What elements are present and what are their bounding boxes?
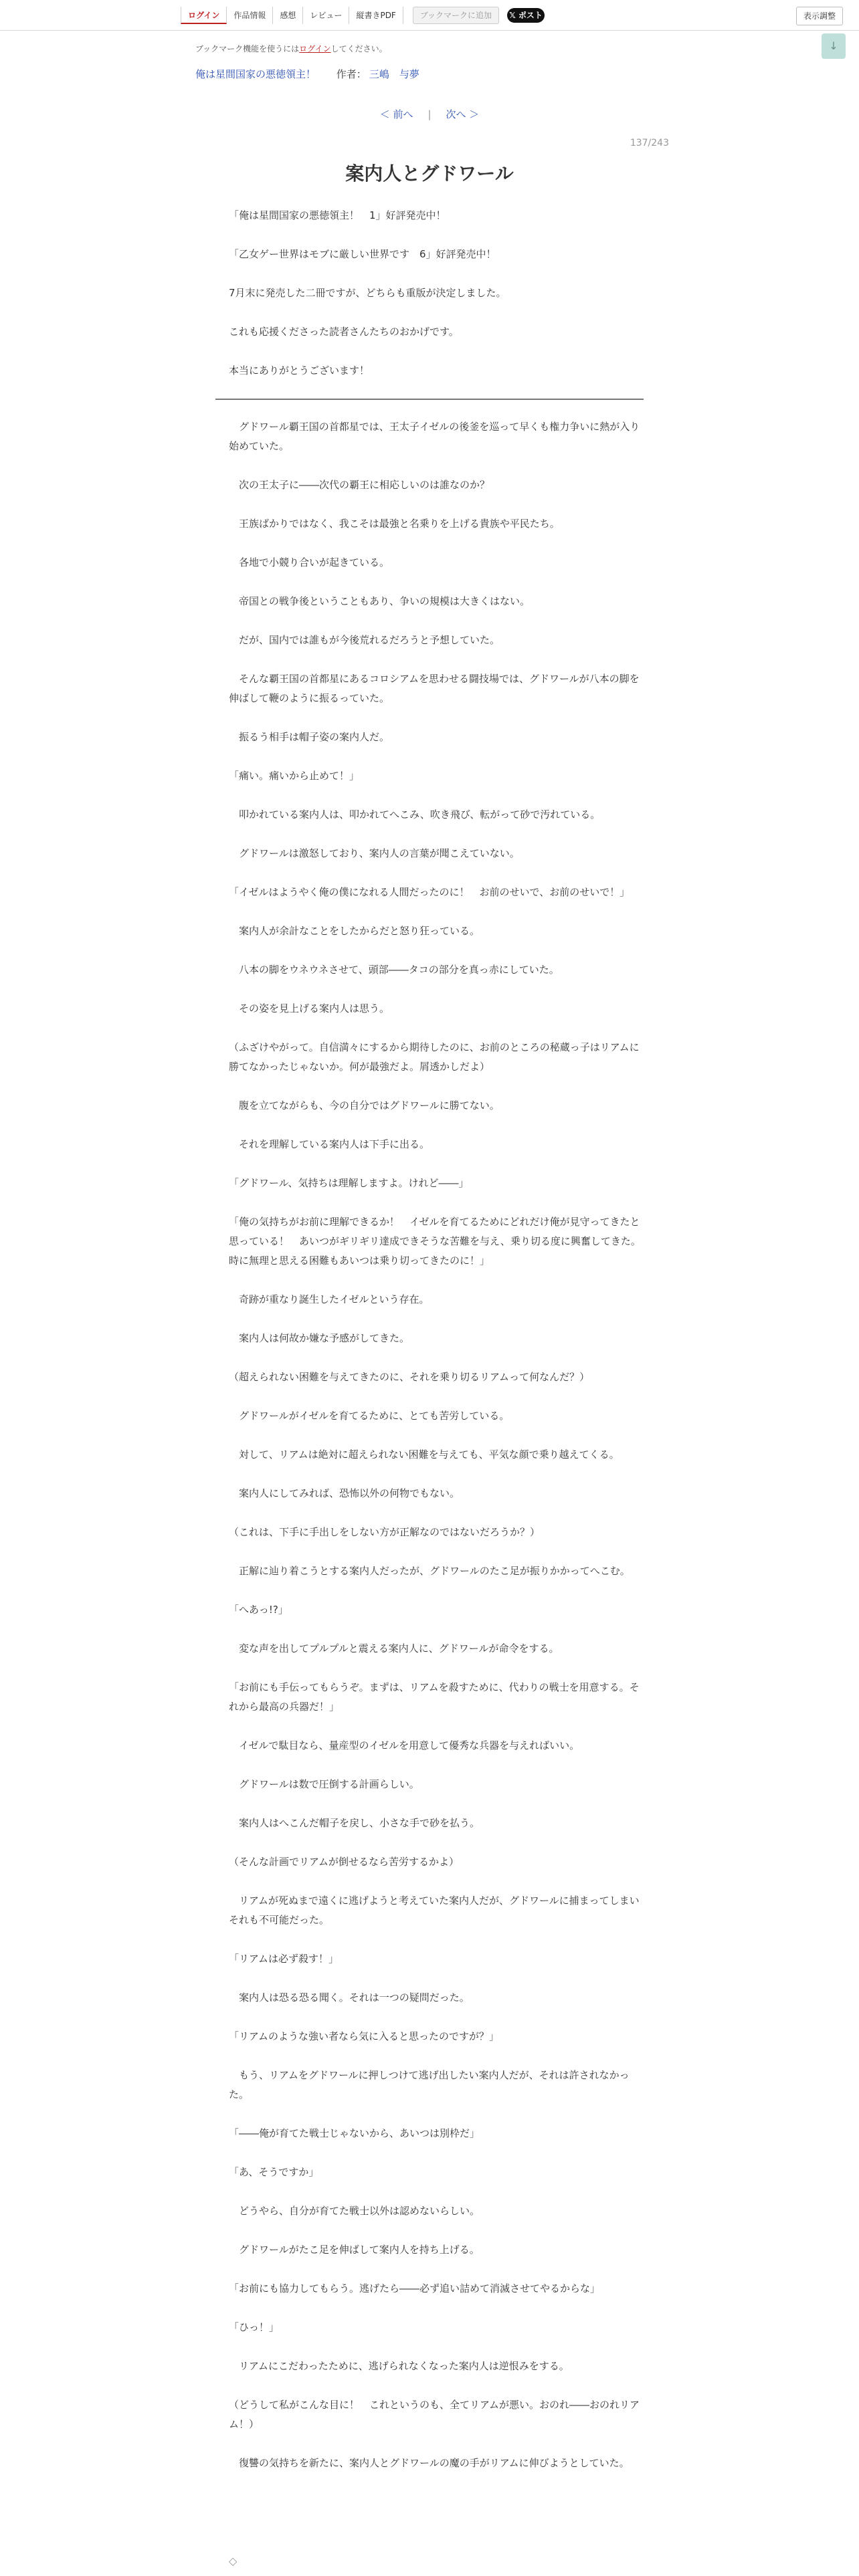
preface-paragraph: 7月末に発売した二冊ですが、どちらも重版が決定しました。 — [229, 287, 506, 299]
end-mark: ◇ — [229, 2555, 237, 2567]
body-paragraph: 「イゼルはようやく俺の僕になれる人間だったのに！ お前のせいで、お前のせいで！」 — [229, 886, 630, 898]
body-paragraph: 「お前にも手伝ってもらうぞ。まずは、リアムを殺すために、代わりの戦士を用意する。それから最高の兵器だ！」 — [229, 1681, 640, 1713]
body-paragraph: そんな覇王国の首都星にあるコロシアムを思わせる闘技場では、グドワールが八本の脚を伸ばして鞭のように振るっていた。 — [229, 673, 640, 704]
preface-divider — [215, 399, 644, 400]
nav-vertical-pdf[interactable]: 縦書きPDF — [349, 7, 403, 24]
author-link[interactable]: 三嶋 与夢 — [369, 68, 419, 80]
body-paragraph: 案内人が余計なことをしたからだと怒り狂っている。 — [229, 925, 480, 937]
preface-paragraph: 本当にありがとうございます！ — [229, 364, 370, 377]
body-paragraph: グドワールは激怒しており、案内人の言葉が聞こえていない。 — [229, 847, 520, 859]
body-paragraph: グドワール覇王国の首都星では、王太子イゼルの後釜を巡って早くも権力争いに熱が入り始めていた。 — [229, 421, 640, 452]
body-paragraph: （超えられない困難を与えてきたのに、それを乗り切るリアムって何なんだ？） — [229, 1371, 590, 1383]
body-paragraph: だが、国内では誰もが今後荒れるだろうと予想していた。 — [229, 634, 500, 646]
body-paragraph: 八本の脚をウネウネさせて、頭部――タコの部分を真っ赤にしていた。 — [229, 964, 559, 976]
body-paragraph: 案内人にしてみれば、恐怖以外の何物でもない。 — [229, 1487, 460, 1499]
body-paragraph: 「俺の気持ちがお前に理解できるか！ イゼルを育てるためにどれだけ俺が見守ってきたと思っている！ あいつがギリギリ達成できそうな苦難を与え、乗り切る度に興奮してきた。時に無理と思える困難もあいつは乗り切ってきたのに！」 — [229, 1216, 641, 1267]
chapter-counter: 137/243 — [630, 138, 669, 148]
author-label: 作者： — [336, 68, 367, 80]
body-paragraph: 「グドワール、気持ちは理解しますよ。けれど――」 — [229, 1177, 469, 1189]
preface — [229, 206, 644, 400]
chapter-title: 案内人とグドワール — [345, 163, 514, 185]
work-title-link[interactable]: 俺は星間国家の悪徳領主！ — [195, 68, 316, 80]
preface-paragraph: 「俺は星間国家の悪徳領主！ 1」好評発売中！ — [229, 209, 446, 221]
preface-paragraph: これも応援くださった読者さんたちのおかげです。 — [229, 326, 459, 338]
body-paragraph: 叩かれている案内人は、叩かれてへこみ、吹き飛び、転がって砂で汚れている。 — [229, 809, 601, 821]
body-paragraph: 変な声を出してプルプルと震える案内人に、グドワールが命令をする。 — [229, 1642, 559, 1654]
next-chapter-link[interactable]: 次へ ＞ — [446, 108, 480, 120]
body-paragraph: 復讐の気持ちを新たに、案内人とグドワールの魔の手がリアムに伸びようとしていた。 — [229, 2457, 630, 2469]
login-notice — [195, 43, 387, 54]
body-paragraph: グドワールがたこ足を伸ばして案内人を持ち上げる。 — [229, 2244, 480, 2256]
chapter-pager — [0, 107, 859, 121]
body-paragraph: 帝国との戦争後ということもあり、争いの規模は大きくはない。 — [229, 595, 531, 607]
body-paragraph: 案内人はへこんだ帽子を戻し、小さな手で砂を払う。 — [229, 1817, 480, 1829]
x-share-button[interactable]: 𝕏 ポスト — [507, 8, 545, 23]
nav-impressions[interactable]: 感想 — [273, 7, 303, 24]
arrow-down-icon: ↓ — [829, 39, 838, 52]
body-paragraph: 「へあっ!?」 — [229, 1604, 288, 1616]
prev-chapter-link[interactable]: ＜ 前へ — [379, 108, 413, 120]
body-paragraph: 「あ、そうですか」 — [229, 2166, 319, 2178]
body-paragraph: 各地で小競り合いが起きている。 — [229, 556, 390, 568]
add-bookmark-button[interactable]: ブックマークに追加 — [413, 7, 499, 24]
display-settings-button[interactable]: 表示調整 — [796, 7, 843, 25]
body-paragraph: 振るう相手は帽子姿の案内人だ。 — [229, 731, 390, 743]
body-paragraph: 正解に辿り着こうとする案内人だったが、グドワールのたこ足が振りかかってへこむ。 — [229, 1565, 630, 1577]
body-paragraph: リアムが死ぬまで遠くに逃げようと考えていた案内人だが、グドワールに捕まってしまいそれも不可能だった。 — [229, 1895, 640, 1926]
top-bar — [0, 0, 859, 31]
body-paragraph: 王族ばかりではなく、我こそは最強と名乗りを上げる貴族や平民たち。 — [229, 518, 560, 530]
body-paragraph: （どうして私がこんな目に！ これというのも、全てリアムが悪い。おのれ――おのれリアム！） — [229, 2399, 640, 2430]
body-paragraph: 案内人は恐る恐る聞く。それは一つの疑問だった。 — [229, 1992, 470, 2004]
preface-paragraph: 「乙女ゲー世界はモブに厳しい世界です 6」好評発売中！ — [229, 248, 496, 260]
login-link[interactable]: ログイン — [181, 7, 227, 24]
body-paragraph: （そんな計画でリアムが倒せるなら苦労するかよ） — [229, 1856, 459, 1868]
body-paragraph: 奇跡が重なり誕生したイゼルという存在。 — [229, 1293, 430, 1305]
body-paragraph: 案内人は何故か嫌な予感がしてきた。 — [229, 1332, 410, 1344]
work-info-line — [195, 67, 419, 81]
body-paragraph: それを理解している案内人は下手に出る。 — [229, 1138, 430, 1150]
scroll-down-button[interactable] — [822, 33, 846, 59]
body-paragraph: グドワールがイゼルを育てるために、とても苦労している。 — [229, 1410, 510, 1422]
body-paragraph: グドワールは数で圧倒する計画らしい。 — [229, 1778, 419, 1790]
pager-separator: | — [427, 108, 432, 120]
notice-login-link[interactable]: ログイン — [299, 44, 331, 53]
body-paragraph: 「痛い。痛いから止めて！」 — [229, 770, 360, 782]
body-paragraph: 「――俺が育てた戦士じゃないから、あいつは別枠だ」 — [229, 2127, 480, 2139]
chapter-body — [229, 417, 644, 2492]
body-paragraph: もう、リアムをグドワールに押しつけて逃げ出したい案内人だが、それは許されなかった。 — [229, 2069, 630, 2101]
body-paragraph: 腹を立てながらも、今の自分ではグドワールに勝てない。 — [229, 1099, 500, 1111]
body-paragraph: （これは、下手に手出しをしない方が正解なのではないだろうか？） — [229, 1526, 541, 1538]
notice-text-after: してください。 — [330, 44, 387, 53]
body-paragraph: イゼルで駄目なら、量産型のイゼルを用意して優秀な兵器を与えればいい。 — [229, 1739, 580, 1751]
body-paragraph: （ふざけやがって。自信満々にするから期待したのに、お前のところの秘蔵っ子はリアムに勝てなかったじゃないか。何が最強だよ。屑透かしだよ） — [229, 1041, 640, 1073]
top-nav — [181, 7, 545, 24]
body-paragraph: リアムにこだわったために、逃げられなくなった案内人は逆恨みをする。 — [229, 2360, 569, 2372]
nav-reviews[interactable]: レビュー — [303, 7, 349, 24]
body-paragraph: 「ひっ！」 — [229, 2321, 280, 2333]
body-paragraph: どうやら、自分が育てた戦士以外は認めないらしい。 — [229, 2205, 480, 2217]
body-paragraph: 次の王太子に――次代の覇王に相応しいのは誰なのか？ — [229, 479, 490, 491]
body-paragraph: その姿を見上げる案内人は思う。 — [229, 1002, 390, 1014]
body-paragraph: 「リアムのような強い者なら気に入ると思ったのですが？」 — [229, 2030, 499, 2042]
body-paragraph: 対して、リアムは絶対に超えられない困難を与えても、平気な顔で乗り越えてくる。 — [229, 1448, 619, 1461]
notice-text-before: ブックマーク機能を使うには — [195, 44, 300, 53]
nav-work-info[interactable]: 作品情報 — [227, 7, 273, 24]
body-paragraph: 「お前にも協力してもらう。逃げたら――必ず追い詰めて消滅させてやるからな」 — [229, 2282, 601, 2294]
body-paragraph: 「リアムは必ず殺す！」 — [229, 1953, 339, 1965]
